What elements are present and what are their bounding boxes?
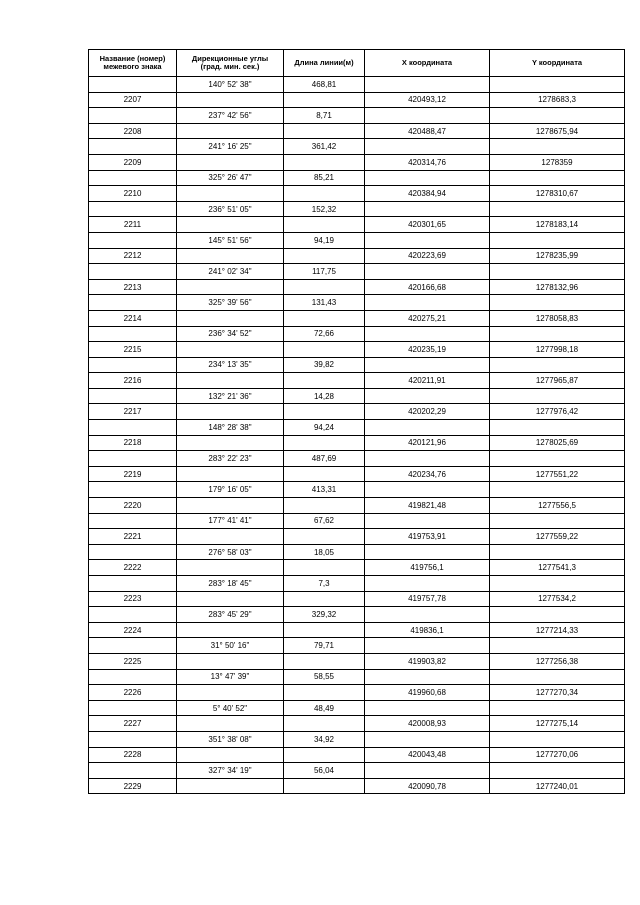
cell-y-coordinate: 1277551,22	[490, 466, 625, 482]
cell-x-coordinate	[365, 139, 490, 155]
cell-y-coordinate	[490, 170, 625, 186]
table-row	[89, 685, 625, 701]
table-row	[89, 92, 625, 108]
table-row	[89, 108, 625, 124]
cell-x-coordinate: 420275,21	[365, 310, 490, 326]
cell-mark-name: 2225	[89, 653, 177, 669]
header-angles-line2: (град. мин. сек.)	[200, 62, 260, 71]
cell-x-coordinate	[365, 232, 490, 248]
cell-y-coordinate	[490, 77, 625, 93]
table-row	[89, 498, 625, 514]
cell-y-coordinate: 1278359	[490, 154, 625, 170]
cell-mark-name	[89, 108, 177, 124]
cell-y-coordinate	[490, 201, 625, 217]
cell-x-coordinate	[365, 295, 490, 311]
cell-bearing-angle: 148° 28' 38"	[177, 420, 284, 436]
cell-line-length: 117,75	[284, 264, 365, 280]
cell-bearing-angle	[177, 529, 284, 545]
cell-x-coordinate: 419836,1	[365, 622, 490, 638]
table-row	[89, 373, 625, 389]
cell-line-length: 85,21	[284, 170, 365, 186]
cell-y-coordinate: 1277541,3	[490, 560, 625, 576]
cell-bearing-angle	[177, 279, 284, 295]
table-row	[89, 544, 625, 560]
cell-mark-name	[89, 513, 177, 529]
cell-line-length: 58,55	[284, 669, 365, 685]
cell-bearing-angle: 283° 22' 23"	[177, 451, 284, 467]
cell-y-coordinate: 1277270,34	[490, 685, 625, 701]
cell-y-coordinate: 1277998,18	[490, 342, 625, 358]
cell-bearing-angle	[177, 154, 284, 170]
cell-mark-name: 2228	[89, 747, 177, 763]
table-row	[89, 716, 625, 732]
cell-y-coordinate	[490, 638, 625, 654]
table-row	[89, 451, 625, 467]
cell-x-coordinate: 420384,94	[365, 186, 490, 202]
cell-mark-name	[89, 669, 177, 685]
header-name-line1: Название (номер)	[99, 53, 166, 63]
cell-line-length: 56,04	[284, 763, 365, 779]
table-row	[89, 576, 625, 592]
cell-line-length	[284, 560, 365, 576]
cell-bearing-angle	[177, 466, 284, 482]
cell-bearing-angle: 351° 38' 08"	[177, 731, 284, 747]
table-row	[89, 248, 625, 264]
cell-mark-name	[89, 295, 177, 311]
cell-line-length: 34,92	[284, 731, 365, 747]
table-row	[89, 279, 625, 295]
cell-mark-name	[89, 420, 177, 436]
cell-line-length: 39,82	[284, 357, 365, 373]
cell-mark-name: 2211	[89, 217, 177, 233]
cell-mark-name	[89, 77, 177, 93]
table-row	[89, 201, 625, 217]
cell-bearing-angle: 283° 45' 29"	[177, 607, 284, 623]
cell-line-length: 468,81	[284, 77, 365, 93]
cell-line-length	[284, 92, 365, 108]
cell-bearing-angle: 237° 42' 56"	[177, 108, 284, 124]
table-row	[89, 435, 625, 451]
cell-mark-name	[89, 232, 177, 248]
cell-x-coordinate: 420211,91	[365, 373, 490, 389]
table-row	[89, 217, 625, 233]
cell-y-coordinate: 1278058,83	[490, 310, 625, 326]
cell-bearing-angle	[177, 498, 284, 514]
cell-y-coordinate	[490, 357, 625, 373]
cell-mark-name	[89, 170, 177, 186]
cell-bearing-angle: 132° 21' 36"	[177, 388, 284, 404]
cell-x-coordinate	[365, 576, 490, 592]
cell-y-coordinate: 1277214,33	[490, 622, 625, 638]
cell-x-coordinate: 419757,78	[365, 591, 490, 607]
table-row	[89, 653, 625, 669]
cell-y-coordinate	[490, 451, 625, 467]
table-row	[89, 607, 625, 623]
cell-mark-name	[89, 700, 177, 716]
cell-line-length	[284, 342, 365, 358]
cell-mark-name	[89, 201, 177, 217]
cell-mark-name	[89, 388, 177, 404]
cell-mark-name: 2223	[89, 591, 177, 607]
cell-mark-name	[89, 731, 177, 747]
cell-mark-name: 2210	[89, 186, 177, 202]
cell-x-coordinate	[365, 731, 490, 747]
cell-bearing-angle	[177, 248, 284, 264]
cell-bearing-angle	[177, 653, 284, 669]
cell-mark-name: 2208	[89, 123, 177, 139]
cell-x-coordinate	[365, 264, 490, 280]
cell-line-length: 94,19	[284, 232, 365, 248]
cell-bearing-angle: 234° 13' 35"	[177, 357, 284, 373]
cell-bearing-angle	[177, 716, 284, 732]
table-row	[89, 139, 625, 155]
cell-x-coordinate: 420121,96	[365, 435, 490, 451]
cell-mark-name	[89, 482, 177, 498]
cell-x-coordinate	[365, 513, 490, 529]
cell-line-length: 94,24	[284, 420, 365, 436]
cell-bearing-angle: 145° 51' 56"	[177, 232, 284, 248]
table-row	[89, 232, 625, 248]
cell-y-coordinate: 1278310,67	[490, 186, 625, 202]
cell-bearing-angle: 325° 26' 47"	[177, 170, 284, 186]
cell-x-coordinate	[365, 482, 490, 498]
cell-mark-name: 2212	[89, 248, 177, 264]
cell-y-coordinate	[490, 232, 625, 248]
table-row	[89, 170, 625, 186]
cell-x-coordinate: 420043,48	[365, 747, 490, 763]
cell-x-coordinate	[365, 326, 490, 342]
cell-x-coordinate: 420488,47	[365, 123, 490, 139]
cell-y-coordinate: 1278675,94	[490, 123, 625, 139]
cell-y-coordinate: 1278235,99	[490, 248, 625, 264]
cell-y-coordinate: 1277965,87	[490, 373, 625, 389]
cell-bearing-angle	[177, 186, 284, 202]
header-line-length: Длина линии(м)	[284, 50, 365, 77]
cell-x-coordinate	[365, 638, 490, 654]
table-row	[89, 77, 625, 93]
table-row	[89, 420, 625, 436]
cell-mark-name: 2217	[89, 404, 177, 420]
cell-bearing-angle: 179° 16' 05"	[177, 482, 284, 498]
cell-y-coordinate	[490, 576, 625, 592]
cell-bearing-angle	[177, 778, 284, 794]
cell-y-coordinate: 1277556,5	[490, 498, 625, 514]
cell-line-length: 413,31	[284, 482, 365, 498]
cell-line-length	[284, 778, 365, 794]
cell-line-length: 14,28	[284, 388, 365, 404]
cell-bearing-angle: 177° 41' 41"	[177, 513, 284, 529]
table-row	[89, 747, 625, 763]
cell-x-coordinate	[365, 763, 490, 779]
cell-y-coordinate: 1277559,22	[490, 529, 625, 545]
coordinates-table	[88, 49, 625, 794]
cell-line-length	[284, 529, 365, 545]
cell-mark-name: 2220	[89, 498, 177, 514]
cell-mark-name: 2214	[89, 310, 177, 326]
cell-bearing-angle	[177, 560, 284, 576]
cell-line-length	[284, 373, 365, 389]
table-row	[89, 513, 625, 529]
cell-x-coordinate	[365, 77, 490, 93]
cell-line-length	[284, 217, 365, 233]
cell-y-coordinate	[490, 420, 625, 436]
cell-mark-name	[89, 264, 177, 280]
cell-x-coordinate	[365, 451, 490, 467]
cell-line-length: 67,62	[284, 513, 365, 529]
cell-bearing-angle	[177, 591, 284, 607]
cell-mark-name: 2207	[89, 92, 177, 108]
cell-x-coordinate	[365, 388, 490, 404]
cell-x-coordinate	[365, 201, 490, 217]
cell-mark-name: 2215	[89, 342, 177, 358]
cell-x-coordinate: 420235,19	[365, 342, 490, 358]
cell-y-coordinate	[490, 731, 625, 747]
cell-line-length	[284, 716, 365, 732]
cell-bearing-angle	[177, 342, 284, 358]
cell-y-coordinate	[490, 482, 625, 498]
cell-bearing-angle: 327° 34' 19"	[177, 763, 284, 779]
cell-x-coordinate: 420301,65	[365, 217, 490, 233]
cell-y-coordinate: 1277256,38	[490, 653, 625, 669]
cell-x-coordinate: 420090,78	[365, 778, 490, 794]
table-body	[89, 77, 625, 794]
table-row	[89, 700, 625, 716]
cell-line-length: 7,3	[284, 576, 365, 592]
cell-line-length: 18,05	[284, 544, 365, 560]
cell-bearing-angle	[177, 92, 284, 108]
cell-mark-name: 2213	[89, 279, 177, 295]
cell-bearing-angle	[177, 685, 284, 701]
cell-bearing-angle	[177, 123, 284, 139]
header-name-line2: межевого знака	[103, 62, 162, 71]
cell-line-length	[284, 123, 365, 139]
cell-y-coordinate	[490, 108, 625, 124]
cell-line-length: 487,69	[284, 451, 365, 467]
cell-x-coordinate: 420008,93	[365, 716, 490, 732]
cell-bearing-angle	[177, 622, 284, 638]
cell-y-coordinate	[490, 763, 625, 779]
cell-mark-name: 2219	[89, 466, 177, 482]
cell-mark-name: 2221	[89, 529, 177, 545]
cell-bearing-angle: 13° 47' 39"	[177, 669, 284, 685]
cell-x-coordinate	[365, 420, 490, 436]
cell-x-coordinate	[365, 357, 490, 373]
cell-x-coordinate: 420202,29	[365, 404, 490, 420]
cell-x-coordinate: 420493,12	[365, 92, 490, 108]
cell-mark-name	[89, 638, 177, 654]
cell-y-coordinate	[490, 513, 625, 529]
table-row	[89, 388, 625, 404]
table-row	[89, 404, 625, 420]
cell-line-length	[284, 310, 365, 326]
table-row	[89, 591, 625, 607]
cell-line-length: 329,32	[284, 607, 365, 623]
cell-line-length	[284, 248, 365, 264]
cell-mark-name	[89, 326, 177, 342]
cell-bearing-angle	[177, 404, 284, 420]
cell-mark-name	[89, 139, 177, 155]
cell-x-coordinate	[365, 607, 490, 623]
table-row	[89, 638, 625, 654]
cell-bearing-angle	[177, 435, 284, 451]
cell-mark-name	[89, 544, 177, 560]
cell-line-length	[284, 404, 365, 420]
table-row	[89, 295, 625, 311]
cell-bearing-angle: 276° 58' 03"	[177, 544, 284, 560]
cell-y-coordinate: 1278183,14	[490, 217, 625, 233]
cell-mark-name	[89, 607, 177, 623]
cell-line-length	[284, 186, 365, 202]
cell-mark-name: 2224	[89, 622, 177, 638]
cell-bearing-angle: 241° 02' 34"	[177, 264, 284, 280]
cell-line-length: 131,43	[284, 295, 365, 311]
cell-y-coordinate	[490, 264, 625, 280]
header-angles-line1: Дирекционные углы	[191, 53, 269, 63]
cell-line-length	[284, 591, 365, 607]
table-row	[89, 731, 625, 747]
cell-y-coordinate: 1278025,69	[490, 435, 625, 451]
cell-y-coordinate: 1277275,14	[490, 716, 625, 732]
cell-line-length: 361,42	[284, 139, 365, 155]
table-header-row	[89, 50, 625, 77]
cell-x-coordinate: 420166,68	[365, 279, 490, 295]
cell-mark-name: 2226	[89, 685, 177, 701]
cell-y-coordinate: 1277240,01	[490, 778, 625, 794]
table-row	[89, 154, 625, 170]
header-boundary-mark-name	[89, 50, 177, 77]
cell-bearing-angle: 325° 39' 56"	[177, 295, 284, 311]
cell-line-length: 48,49	[284, 700, 365, 716]
table-row	[89, 123, 625, 139]
cell-line-length: 152,32	[284, 201, 365, 217]
table-row	[89, 622, 625, 638]
cell-y-coordinate	[490, 295, 625, 311]
cell-x-coordinate	[365, 544, 490, 560]
table-row	[89, 326, 625, 342]
table-row	[89, 560, 625, 576]
table-row	[89, 186, 625, 202]
cell-y-coordinate	[490, 607, 625, 623]
cell-mark-name	[89, 357, 177, 373]
cell-line-length: 8,71	[284, 108, 365, 124]
cell-bearing-angle: 236° 51' 05"	[177, 201, 284, 217]
cell-line-length: 72,66	[284, 326, 365, 342]
cell-bearing-angle	[177, 747, 284, 763]
table-row	[89, 310, 625, 326]
header-y-coordinate: Y координата	[490, 50, 625, 77]
cell-line-length	[284, 747, 365, 763]
table-row	[89, 778, 625, 794]
cell-mark-name: 2216	[89, 373, 177, 389]
cell-y-coordinate: 1277270,06	[490, 747, 625, 763]
cell-line-length	[284, 685, 365, 701]
table-row	[89, 466, 625, 482]
cell-y-coordinate	[490, 388, 625, 404]
cell-bearing-angle	[177, 217, 284, 233]
cell-y-coordinate: 1278683,3	[490, 92, 625, 108]
cell-y-coordinate: 1278132,96	[490, 279, 625, 295]
cell-x-coordinate	[365, 108, 490, 124]
cell-line-length: 79,71	[284, 638, 365, 654]
cell-x-coordinate	[365, 170, 490, 186]
cell-bearing-angle: 140° 52' 38"	[177, 77, 284, 93]
cell-x-coordinate: 420234,76	[365, 466, 490, 482]
cell-mark-name: 2218	[89, 435, 177, 451]
cell-y-coordinate	[490, 544, 625, 560]
cell-y-coordinate	[490, 139, 625, 155]
cell-bearing-angle: 5° 40' 52"	[177, 700, 284, 716]
table-row	[89, 529, 625, 545]
cell-mark-name	[89, 451, 177, 467]
cell-mark-name: 2222	[89, 560, 177, 576]
cell-bearing-angle: 283° 18' 45"	[177, 576, 284, 592]
cell-mark-name	[89, 576, 177, 592]
cell-y-coordinate	[490, 700, 625, 716]
cell-line-length	[284, 154, 365, 170]
cell-bearing-angle: 241° 16' 25"	[177, 139, 284, 155]
cell-mark-name	[89, 763, 177, 779]
cell-y-coordinate	[490, 326, 625, 342]
cell-x-coordinate: 420223,69	[365, 248, 490, 264]
cell-x-coordinate: 419903,82	[365, 653, 490, 669]
table-row	[89, 482, 625, 498]
cell-bearing-angle: 236° 34' 52"	[177, 326, 284, 342]
cell-mark-name: 2227	[89, 716, 177, 732]
table-row	[89, 357, 625, 373]
cell-bearing-angle	[177, 310, 284, 326]
cell-x-coordinate: 419821,48	[365, 498, 490, 514]
cell-y-coordinate: 1277534,2	[490, 591, 625, 607]
cell-line-length	[284, 653, 365, 669]
cell-x-coordinate: 419756,1	[365, 560, 490, 576]
cell-bearing-angle	[177, 373, 284, 389]
cell-x-coordinate	[365, 700, 490, 716]
cell-line-length	[284, 435, 365, 451]
cell-x-coordinate	[365, 669, 490, 685]
cell-y-coordinate: 1277976,42	[490, 404, 625, 420]
table-row	[89, 669, 625, 685]
cell-bearing-angle: 31° 50' 16"	[177, 638, 284, 654]
cell-mark-name: 2229	[89, 778, 177, 794]
cell-line-length	[284, 622, 365, 638]
table-row	[89, 763, 625, 779]
header-x-coordinate: X координата	[365, 50, 490, 77]
header-bearing-angles	[177, 50, 284, 77]
cell-y-coordinate	[490, 669, 625, 685]
table-row	[89, 264, 625, 280]
cell-line-length	[284, 466, 365, 482]
cell-x-coordinate: 419753,91	[365, 529, 490, 545]
table-row	[89, 342, 625, 358]
cell-x-coordinate: 419960,68	[365, 685, 490, 701]
cell-x-coordinate: 420314,76	[365, 154, 490, 170]
cell-mark-name: 2209	[89, 154, 177, 170]
cell-line-length	[284, 498, 365, 514]
cell-line-length	[284, 279, 365, 295]
